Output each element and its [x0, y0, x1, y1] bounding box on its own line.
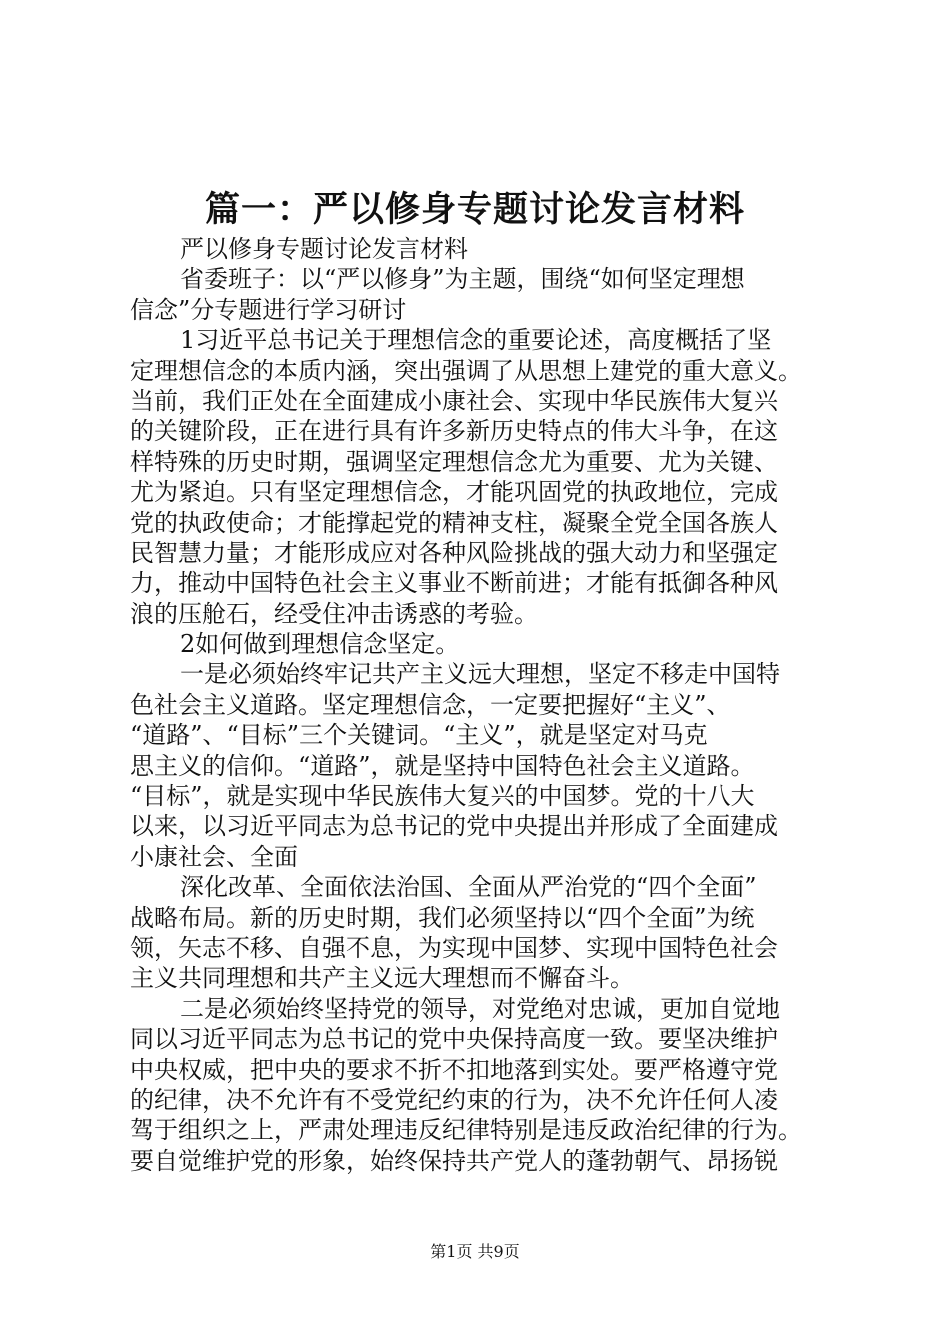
text-line: 力，推动中国特色社会主义事业不断前进；才能有抵御各种风 — [130, 569, 778, 598]
text-line: 同以习近平同志为总书记的党中央保持高度一致。要坚决维护 — [130, 1025, 778, 1054]
text-line: 要自觉维护党的形象，始终保持共产党人的蓬勃朝气、昂扬锐 — [130, 1146, 778, 1175]
document-body — [130, 234, 850, 1176]
text-line: 战略布局。新的历史时期，我们必须坚持以“四个全面”为统 — [130, 903, 755, 932]
text-line: 信念”分专题进行学习研讨 — [130, 295, 407, 324]
text-line: 当前，我们正处在全面建成小康社会、实现中华民族伟大复兴 — [130, 386, 778, 415]
page-footer: 第1页 共9页 — [430, 1242, 520, 1261]
text-line: 二是必须始终坚持党的领导，对党绝对忠诚，更加自觉地 — [180, 994, 780, 1023]
text-line: 党的执政使命；才能撑起党的精神支柱，凝聚全党全国各族人 — [130, 508, 778, 537]
text-line: 驾于组织之上，严肃处理违反纪律特别是违反政治纪律的行为。 — [130, 1116, 802, 1145]
document-title: 篇一：严以修身专题讨论发言材料 — [204, 190, 745, 230]
text-line: “目标”，就是实现中华民族伟大复兴的中国梦。党的十八大 — [130, 782, 755, 811]
text-line: 省委班子：以“严以修身”为主题，围绕“如何坚定理想 — [180, 265, 745, 294]
text-line: “道路”、“目标”三个关键词。“主义”，就是坚定对马克 — [130, 721, 708, 750]
text-line: 一是必须始终牢记共产主义远大理想，坚定不移走中国特 — [180, 660, 780, 689]
text-line: 领，矢志不移、自强不息，为实现中国梦、实现中国特色社会 — [130, 933, 778, 962]
text-line: 尤为紧迫。只有坚定理想信念，才能巩固党的执政地位，完成 — [130, 478, 778, 507]
text-line: 的关键阶段，正在进行具有许多新历史特点的伟大斗争，在这 — [130, 417, 778, 446]
text-line: 深化改革、全面依法治国、全面从严治党的“四个全面” — [180, 873, 757, 902]
text-line: 以来，以习近平同志为总书记的党中央提出并形成了全面建成 — [130, 812, 778, 841]
text-line: 色社会主义道路。坚定理想信念，一定要把握好“主义”、 — [130, 690, 731, 719]
text-line: 中央权威，把中央的要求不折不扣地落到实处。要严格遵守党 — [130, 1055, 778, 1084]
text-line: 1习近平总书记关于理想信念的重要论述，高度概括了坚 — [180, 326, 772, 355]
text-line: 样特殊的历史时期，强调坚定理想信念尤为重要、尤为关键、 — [130, 447, 778, 476]
text-line: 浪的压舱石，经受住冲击诱惑的考验。 — [130, 599, 538, 628]
text-line: 思主义的信仰。“道路”，就是坚持中国特色社会主义道路。 — [130, 751, 755, 780]
text-line: 严以修身专题讨论发言材料 — [180, 235, 468, 263]
text-line: 2如何做到理想信念坚定。 — [180, 630, 460, 659]
text-line: 定理想信念的本质内涵，突出强调了从思想上建党的重大意义。 — [130, 356, 802, 385]
text-line: 民智慧力量；才能形成应对各种风险挑战的强大动力和坚强定 — [130, 538, 778, 567]
text-line: 小康社会、全面 — [130, 842, 298, 871]
text-line: 的纪律，决不允许有不受党纪约束的行为，决不允许任何人凌 — [130, 1085, 778, 1114]
text-line: 主义共同理想和共产主义远大理想而不懈奋斗。 — [130, 964, 634, 993]
